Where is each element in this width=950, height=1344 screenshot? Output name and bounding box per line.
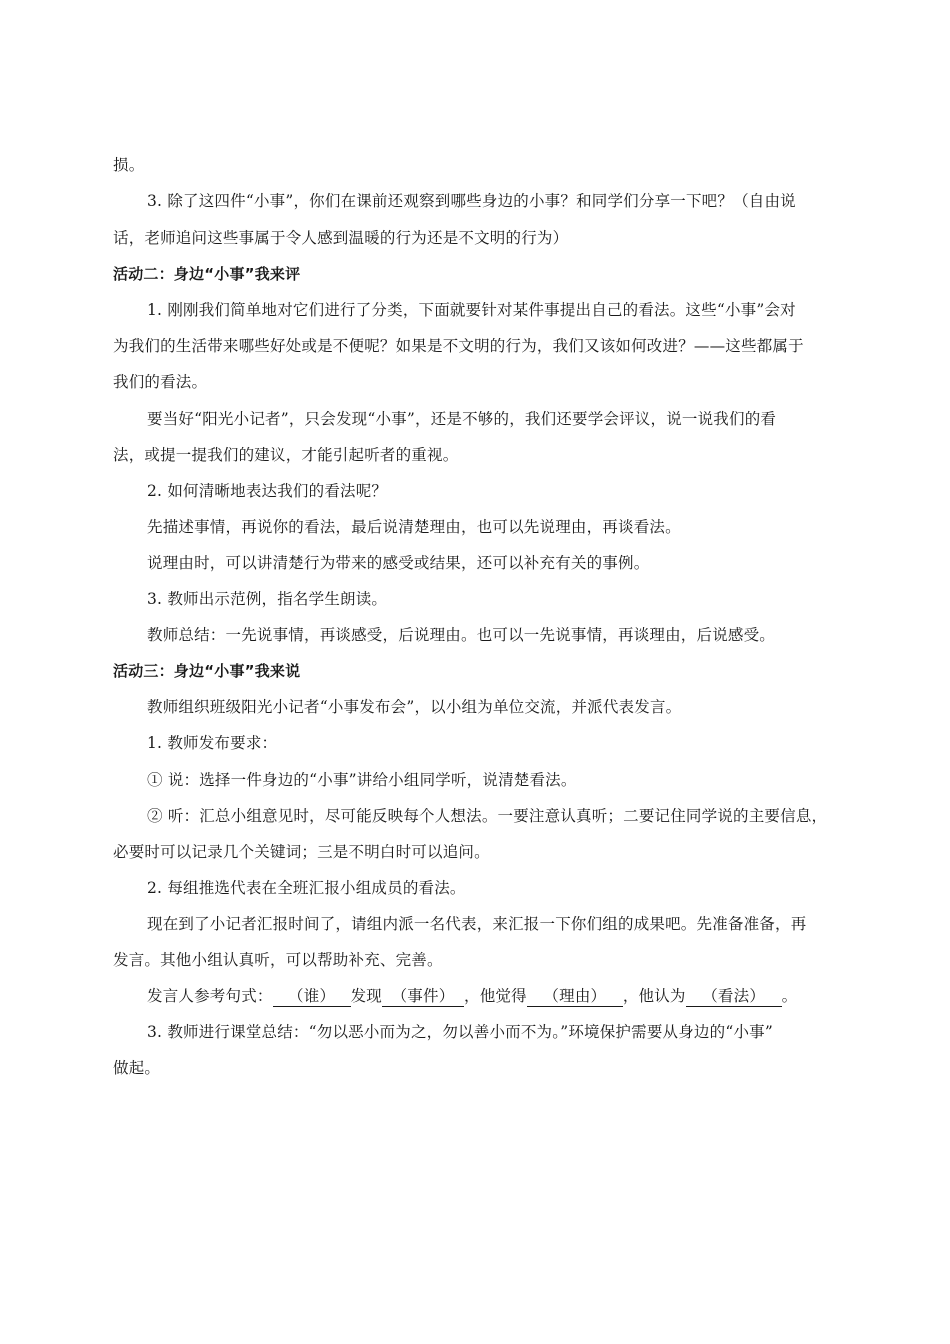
template-text: 发现 bbox=[350, 987, 383, 1005]
paragraph-line: 1. 教师发布要求： bbox=[147, 734, 278, 752]
paragraph-line: 要当好“阳光小记者”，只会发现“小事”，还是不够的，我们还要学会评议，说一说我们的看 bbox=[147, 410, 777, 428]
paragraph-line: 3. 教师进行课堂总结：“勿以恶小而为之，勿以善小而不为。”环境保护需要从身边的“小事” bbox=[147, 1023, 773, 1041]
template-prefix: 发言人参考句式： bbox=[147, 987, 273, 1005]
paragraph-line: ② 听：汇总小组意见时，尽可能反映每个人想法。一要注意认真听；二要记住同学说的主要信息， bbox=[147, 807, 828, 825]
paragraph-line: 教师组织班级阳光小记者“小事发布会”，以小组为单位交流，并派代表发言。 bbox=[147, 698, 682, 716]
paragraph-line: 3. 教师出示范例，指名学生朗读。 bbox=[147, 590, 388, 608]
template-blank-who: （谁） bbox=[273, 986, 351, 1007]
paragraph-line: 2. 如何清晰地表达我们的看法呢？ bbox=[147, 482, 388, 500]
template-suffix: 。 bbox=[781, 987, 798, 1005]
paragraph-line: 发言。其他小组认真听，可以帮助补充、完善。 bbox=[113, 951, 443, 969]
template-blank-reason: （理由） bbox=[527, 986, 623, 1007]
template-blank-event: （事件） bbox=[382, 986, 464, 1007]
paragraph-line: 我们的看法。 bbox=[113, 373, 208, 391]
section-heading-activity-3: 活动三：身边“小事”我来说 bbox=[113, 662, 301, 680]
paragraph-line: 必要时可以记录几个关键词；三是不明白时可以追问。 bbox=[113, 843, 490, 861]
paragraph-line: 损。 bbox=[113, 156, 145, 174]
sentence-template-line bbox=[147, 985, 858, 1007]
paragraph-line: 教师总结：一先说事情，再谈感受，后说理由。也可以一先说事情，再谈理由，后说感受。 bbox=[147, 626, 776, 644]
paragraph-line: 3. 除了这四件“小事”，你们在课前还观察到哪些身边的小事？和同学们分享一下吧？（自由说 bbox=[147, 192, 796, 210]
paragraph-line: 为我们的生活带来哪些好处或是不便呢？如果是不文明的行为，我们又该如何改进？——这些都属于 bbox=[113, 337, 804, 355]
paragraph-line: 1. 刚刚我们简单地对它们进行了分类，下面就要针对某件事提出自己的看法。这些“小事”会对 bbox=[147, 301, 796, 319]
paragraph-line: ① 说：选择一件身边的“小事”讲给小组同学听，说清楚看法。 bbox=[147, 771, 577, 789]
paragraph-line: 法，或提一提我们的建议，才能引起听者的重视。 bbox=[113, 446, 459, 464]
template-text: ，他觉得 bbox=[464, 987, 527, 1005]
template-blank-opinion: （看法） bbox=[686, 986, 782, 1007]
section-heading-activity-2: 活动二：身边“小事”我来评 bbox=[113, 265, 301, 283]
template-text: ，他认为 bbox=[622, 987, 686, 1005]
paragraph-line: 先描述事情，再说你的看法，最后说清楚理由，也可以先说理由，再谈看法。 bbox=[147, 518, 681, 536]
paragraph-line: 现在到了小记者汇报时间了，请组内派一名代表，来汇报一下你们组的成果吧。先准备准备，再 bbox=[147, 915, 807, 933]
paragraph-line: 2. 每组推选代表在全班汇报小组成员的看法。 bbox=[147, 879, 466, 897]
paragraph-line: 说理由时，可以讲清楚行为带来的感受或结果，还可以补充有关的事例。 bbox=[147, 554, 650, 572]
paragraph-line: 话，老师追问这些事属于令人感到温暖的行为还是不文明的行为） bbox=[113, 229, 569, 247]
paragraph-line: 做起。 bbox=[113, 1059, 161, 1077]
